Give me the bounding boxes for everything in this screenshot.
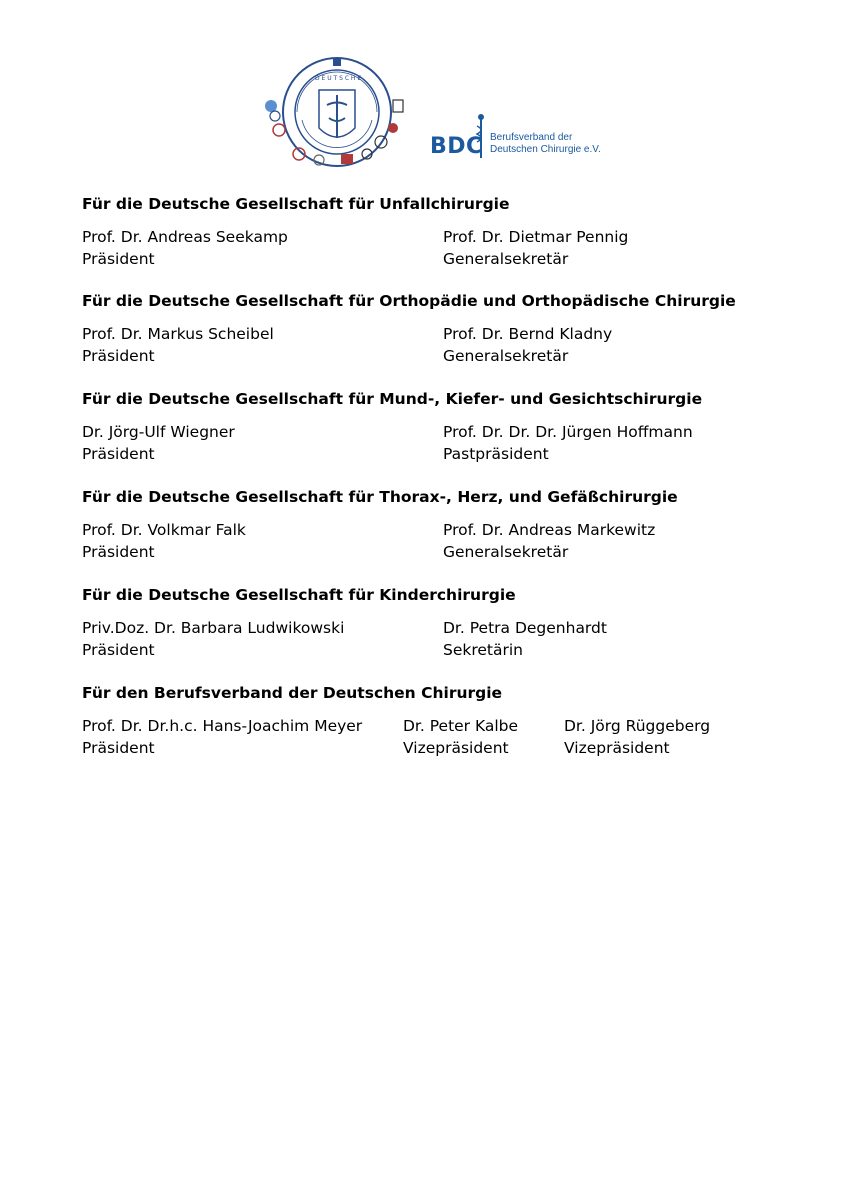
section-heading: Für die Deutsche Gesellschaft für Unfallchirurgie (82, 195, 510, 213)
dgch-seal-logo (257, 50, 412, 175)
signatory-role: Generalsekretär (443, 347, 569, 365)
signatory (403, 715, 518, 759)
signatory-name: Prof. Dr. Andreas Seekamp (82, 228, 288, 246)
header-logos (255, 50, 601, 180)
signatory (82, 715, 362, 759)
section-mkg-chirurgie (82, 389, 782, 465)
section-kinderchirurgie (82, 585, 782, 661)
signatory-name: Priv.Doz. Dr. Barbara Ludwikowski (82, 619, 345, 637)
signatory-role: Präsident (82, 641, 155, 659)
section-heading: Für die Deutsche Gesellschaft für Orthopädie und Orthopädische Chirurgie (82, 292, 736, 310)
svg-text:D E U T S C H E: D E U T S C H E (315, 75, 362, 82)
signatory (443, 617, 607, 661)
signatory (82, 519, 246, 563)
signatory (82, 421, 235, 465)
signatory-role: Generalsekretär (443, 543, 569, 561)
section-berufsverband (82, 683, 782, 759)
signatory-role: Präsident (82, 543, 155, 561)
signatory-name: Prof. Dr. Dr.h.c. Hans-Joachim Meyer (82, 717, 363, 735)
signatory (443, 323, 612, 367)
signatory-role: Präsident (82, 250, 155, 268)
signatory (82, 226, 288, 270)
signatory-role: Sekretärin (443, 641, 523, 659)
signatory-role: Pastpräsident (443, 445, 549, 463)
signatory-role: Präsident (82, 445, 155, 463)
signatory (443, 226, 628, 270)
section-heading: Für die Deutsche Gesellschaft für Kinderchirurgie (82, 586, 516, 604)
signatory-name: Prof. Dr. Markus Scheibel (82, 325, 274, 343)
signatory-name: Prof. Dr. Volkmar Falk (82, 521, 246, 539)
signatory-role: Generalsekretär (443, 250, 569, 268)
bdc-logo (430, 112, 601, 174)
section-orthopaedie (82, 291, 782, 367)
section-heading: Für die Deutsche Gesellschaft für Mund-, Kiefer- und Gesichtschirurgie (82, 390, 703, 408)
signatory-name: Prof. Dr. Dietmar Pennig (443, 228, 629, 246)
signatory-name: Prof. Dr. Andreas Markewitz (443, 521, 656, 539)
signatory-role: Präsident (82, 739, 155, 757)
section-unfallchirurgie (82, 194, 782, 270)
signatory-role: Vizepräsident (564, 739, 670, 757)
signatory (82, 323, 274, 367)
signatory-role: Vizepräsident (403, 739, 509, 757)
signatory-name: Prof. Dr. Bernd Kladny (443, 325, 613, 343)
signatory-name: Prof. Dr. Dr. Dr. Jürgen Hoffmann (443, 423, 693, 441)
section-heading: Für die Deutsche Gesellschaft für Thorax-, Herz, und Gefäßchirurgie (82, 488, 678, 506)
signatory (564, 715, 710, 759)
signatory (443, 421, 693, 465)
signatory-name: Dr. Jörg Rüggeberg (564, 717, 711, 735)
signatory (82, 617, 344, 661)
signatory-name: Dr. Petra Degenhardt (443, 619, 607, 637)
signatory-name: Dr. Jörg-Ulf Wiegner (82, 423, 235, 441)
section-heading: Für den Berufsverband der Deutschen Chirurgie (82, 684, 503, 702)
signatory-name: Dr. Peter Kalbe (403, 717, 519, 735)
bdc-full-name: Berufsverband der Deutschen Chirurgie e.V. (490, 132, 601, 155)
section-thorax-herz-gefaess (82, 487, 782, 563)
bdc-abbr: BDC (430, 134, 483, 159)
signatory-role: Präsident (82, 347, 155, 365)
signatory (443, 519, 655, 563)
